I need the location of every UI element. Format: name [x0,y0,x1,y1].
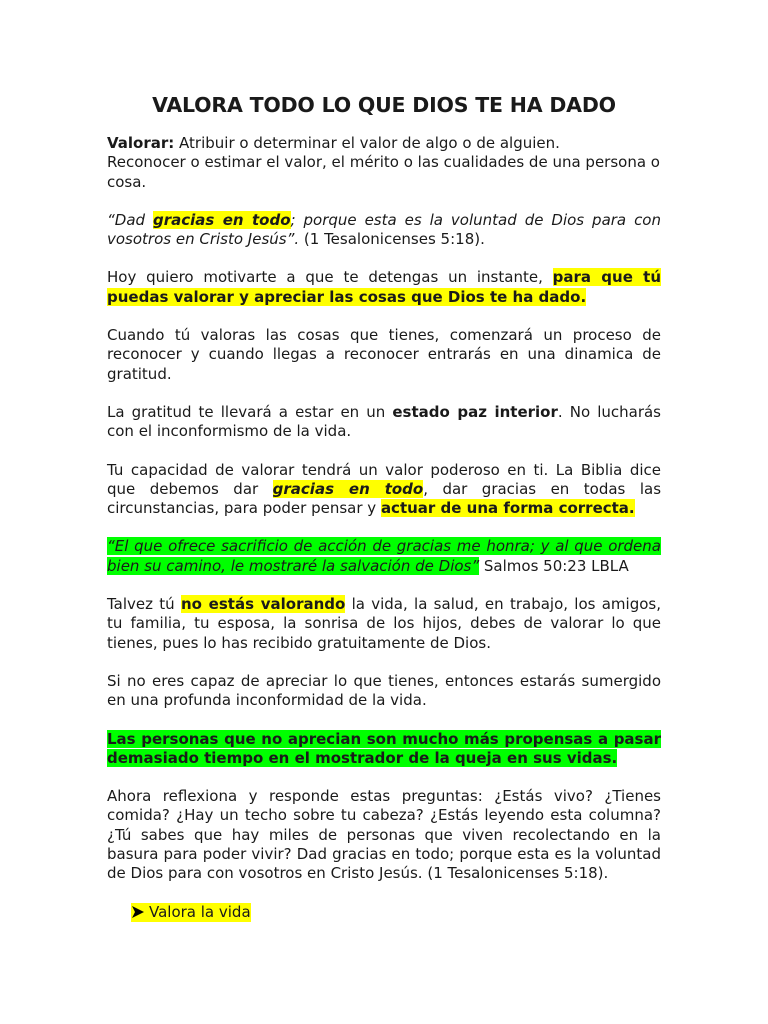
bullet-text: Valora la vida [149,902,251,921]
verse-2-highlight: “El que ofrece sacrificio de acción de gracias me honra; y al que ordena bien su camino, le mostraré la salvación de Dios” [107,537,661,575]
paragraph-3-bold: estado paz interior [392,402,558,421]
paragraph-8: Ahora reflexiona y responde estas preguntas: ¿Estás vivo? ¿Tienes comida? ¿Hay un techo sobre tu cabeza? ¿Estás leyendo esta columna? ¿Tú sabes que hay miles de personas que viven recolectando en la basura para poder vivir? Dad gracias en todo; porque esta es la voluntad de Dios para con vosotros en Cristo Jesús. (1 Tesalonicenses 5:18). [107,787,661,883]
paragraph-4-mid: , dar gracias en todas las circunstancias, para poder pensar y [107,479,662,518]
paragraph-6: Si no eres capaz de apreciar lo que tienes, entonces estarás sumergido en una profunda inconformidad de la vida. [107,671,661,710]
definition-line-1: Atribuir o determinar el valor de algo o de alguien. [174,134,560,152]
definition-paragraph [107,134,661,192]
paragraph-3-post: . No lucharás con el inconformismo de la vida. [107,402,661,441]
page-title: VALORA TODO LO QUE DIOS TE HA DADO [152,93,616,117]
definition-term: Valorar: [107,134,175,152]
paragraph-3 [107,403,661,442]
verse-2-paragraph [107,537,661,576]
paragraph-4 [107,461,661,519]
verse-1-reference: (1 Tesalonicenses 5:18). [299,230,485,249]
paragraph-4-highlight: gracias en todo [272,479,424,498]
paragraph-4-pre: Tu capacidad de valorar tendrá un valor poderoso en ti. La Biblia dice que debemos dar [107,460,661,498]
document-page [107,93,661,922]
paragraph-5-pre: Talvez tú [107,595,181,614]
verse-1-highlight: gracias en todo [152,210,291,229]
paragraph-5-highlight: no estás valorando [180,595,346,614]
paragraph-7-highlight: Las personas que no aprecian son mucho más propensas a pasar demasiado tiempo en el mostrador de la queja en sus vidas. [107,729,661,767]
verse-1-post: ; porque esta es la voluntad de Dios para con vosotros en Cristo Jesús”. [107,210,661,249]
verse-2-reference: Salmos 50:23 LBLA [479,556,629,575]
paragraph-2: Cuando tú valoras las cosas que tienes, comenzará un proceso de reconocer y cuando llegas a reconocer entrarás en una dinamica de gratitud. [107,326,661,383]
definition-line-2: Reconocer o estimar el valor, el mérito o las cualidades de una persona o cosa. [107,153,660,191]
paragraph-4-highlight-2: actuar de una forma correcta. [380,499,635,518]
list-item [131,903,661,922]
paragraph-1 [107,268,661,307]
paragraph-7 [107,730,661,769]
paragraph-5-post: la vida, la salud, en trabajo, los amigos, tu familia, tu esposa, la sonrisa de los hijos, debes de valorar lo que tienes, pues lo has recibido gratuitamente de Dios. [107,595,661,652]
paragraph-3-pre: La gratitud te llevará a estar en un [107,402,393,421]
paragraph-1-highlight: para que tú puedas valorar y apreciar las cosas que Dios te ha dado. [107,268,661,306]
verse-1-pre: “Dad [107,210,153,229]
paragraph-1-text: Hoy quiero motivarte a que te detengas un instante, [107,268,553,287]
arrow-bullet-icon [131,903,149,922]
verse-1-paragraph [107,211,661,250]
paragraph-5 [107,595,661,653]
